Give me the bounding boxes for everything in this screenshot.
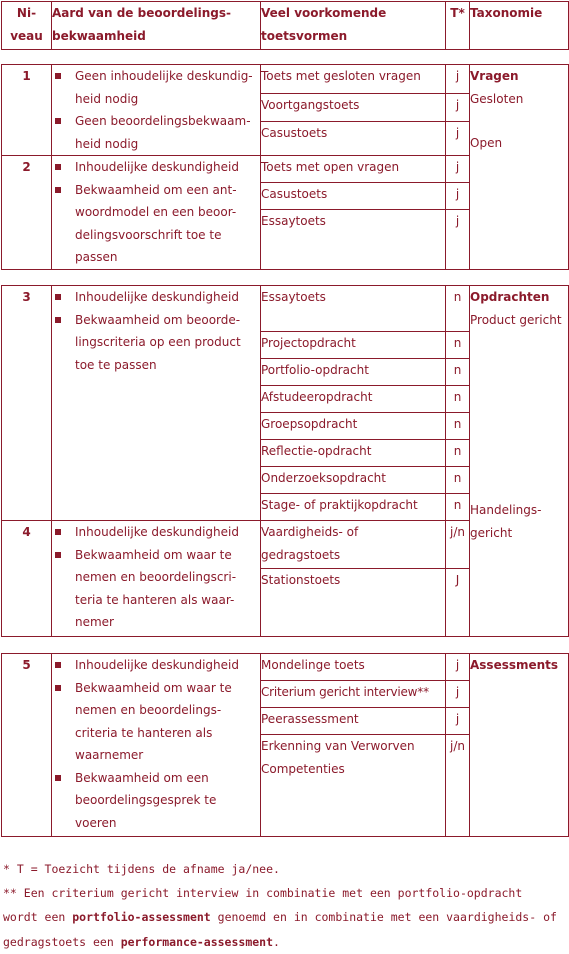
list-item: Inhoudelijke deskundigheid: [52, 286, 260, 309]
list-item: Inhoudelijke deskundigheid: [52, 521, 260, 544]
t-cell: n: [446, 359, 470, 386]
toetsvorm-cell: Toets met open vragen: [261, 156, 446, 183]
toetsvorm-cell: Onderzoeksopdracht: [261, 467, 446, 494]
toetsvorm-cell: Peerassessment: [261, 708, 446, 735]
toetsvorm-cell: Mondelinge toets: [261, 654, 446, 681]
toetsvorm-cell: Reflectie-opdracht: [261, 440, 446, 467]
toetsvorm-cell: Stage- of praktijkopdracht: [261, 494, 446, 521]
table-row: [2, 65, 569, 94]
toetsvorm-cell: Portfolio-opdracht: [261, 359, 446, 386]
t-cell: j/n: [446, 735, 470, 837]
toetsvorm-cell: Projectopdracht: [261, 332, 446, 359]
t-cell: n: [446, 440, 470, 467]
list-item: Bekwaamheid om waar te nemen en beoordelings- criteria te hanteren als waarnemer: [52, 677, 260, 767]
toetsvorm-cell: Vaardigheids- of gedragstoets: [261, 521, 446, 569]
toetsvorm-cell: Groepsopdracht: [261, 413, 446, 440]
t-cell: n: [446, 386, 470, 413]
t-cell: n: [446, 467, 470, 494]
aard-cell: [52, 654, 261, 837]
niveau-cell: 3: [2, 286, 52, 521]
t-cell: n: [446, 332, 470, 359]
footnotes: [3, 857, 563, 954]
toetsvorm-cell: Essaytoets: [261, 210, 446, 270]
niveau-cell: 1: [2, 65, 52, 156]
t-cell: j: [446, 65, 470, 94]
performance-assessment-term: performance-assessment: [120, 934, 274, 949]
t-cell: j: [446, 183, 470, 210]
aard-cell: [52, 65, 261, 156]
aard-cell: [52, 286, 261, 521]
list-item: Bekwaamheid om waar te nemen en beoordelingscri- teria te hanteren als waar- nemer: [52, 544, 260, 634]
list-item: Inhoudelijke deskundigheid: [52, 156, 260, 179]
taxonomie-sub: Product gericht: [470, 312, 562, 327]
t-cell: j: [446, 94, 470, 121]
taxonomie-sub: Open: [470, 136, 503, 150]
t-cell: j: [446, 210, 470, 270]
list-item: Inhoudelijke deskundigheid: [52, 654, 260, 677]
toetsvorm-cell: Casustoets: [261, 121, 446, 155]
t-cell: j: [446, 156, 470, 183]
list-item: Bekwaamheid om een beoordelingsgesprek te voeren: [52, 767, 260, 835]
aard-cell: [52, 521, 261, 637]
aard-cell: [52, 156, 261, 270]
portfolio-assessment-term: portfolio-assessment: [72, 910, 211, 925]
header-toetsvormen: Veel voorkomende toetsvormen: [261, 2, 446, 50]
section-opdrachten: [1, 285, 569, 637]
table-row: [2, 286, 569, 332]
list-item: Geen inhoudelijke deskundig- heid nodig: [52, 65, 260, 110]
footnote-1: * T = Toezicht tijdens de afname ja/nee.: [3, 862, 280, 876]
taxonomie-category: Opdrachten: [470, 290, 550, 304]
taxonomie-sub: Handelings- gericht: [470, 503, 542, 540]
header-aard: Aard van de beoordelings- bekwaamheid: [52, 2, 261, 50]
list-item: Bekwaamheid om beoorde- lingscriteria op een product toe te passen: [52, 309, 260, 377]
toetsvorm-cell: Casustoets: [261, 183, 446, 210]
header-taxonomie: Taxonomie: [470, 2, 569, 50]
t-cell: j/n: [446, 521, 470, 569]
toetsvorm-cell: Toets met gesloten vragen: [261, 65, 446, 94]
niveau-cell: 4: [2, 521, 52, 637]
list-item: Geen beoordelingsbekwaam- heid nodig: [52, 110, 260, 155]
t-cell: n: [446, 413, 470, 440]
header-table: [1, 1, 569, 50]
t-cell: n: [446, 494, 470, 521]
toetsvorm-cell: Voortgangstoets: [261, 94, 446, 121]
toetsvorm-cell: Afstudeeropdracht: [261, 386, 446, 413]
toetsvorm-cell: Erkenning van Verworven Competenties: [261, 735, 446, 837]
footnote-2: ** Een criterium gericht interview in combinatie met een portfolio-opdracht wordt een portfolio-assessment genoemd en in combinatie met een vaardigheids- of gedragstoets een performance-assessment.: [3, 886, 557, 949]
toetsvorm-cell: Stationstoets: [261, 569, 446, 637]
header-t: T*: [446, 2, 470, 50]
toetsvorm-cell: Criterium gericht interview**: [261, 681, 446, 708]
t-cell: j: [446, 121, 470, 155]
list-item: Bekwaamheid om een ant- woordmodel en een beoor- delingsvoorschrift toe te passen: [52, 179, 260, 269]
t-cell: j: [446, 654, 470, 681]
t-cell: j: [446, 708, 470, 735]
niveau-cell: 5: [2, 654, 52, 837]
taxonomie-category: Vragen: [470, 69, 519, 83]
taxonomie-sub: Gesloten: [470, 91, 524, 106]
section-vragen: [1, 64, 569, 270]
t-cell: J: [446, 569, 470, 637]
t-cell: j: [446, 681, 470, 708]
taxonomie-cell: [470, 65, 569, 270]
table-row: [2, 654, 569, 681]
toetsvorm-cell: Essaytoets: [261, 286, 446, 332]
taxonomie-category: Assessments: [470, 658, 559, 672]
niveau-cell: 2: [2, 156, 52, 270]
taxonomie-cell: [470, 286, 569, 637]
t-cell: n: [446, 286, 470, 332]
section-assessments: [1, 653, 569, 837]
taxonomie-cell: [470, 654, 569, 837]
header-niveau: Ni- veau: [2, 2, 52, 50]
